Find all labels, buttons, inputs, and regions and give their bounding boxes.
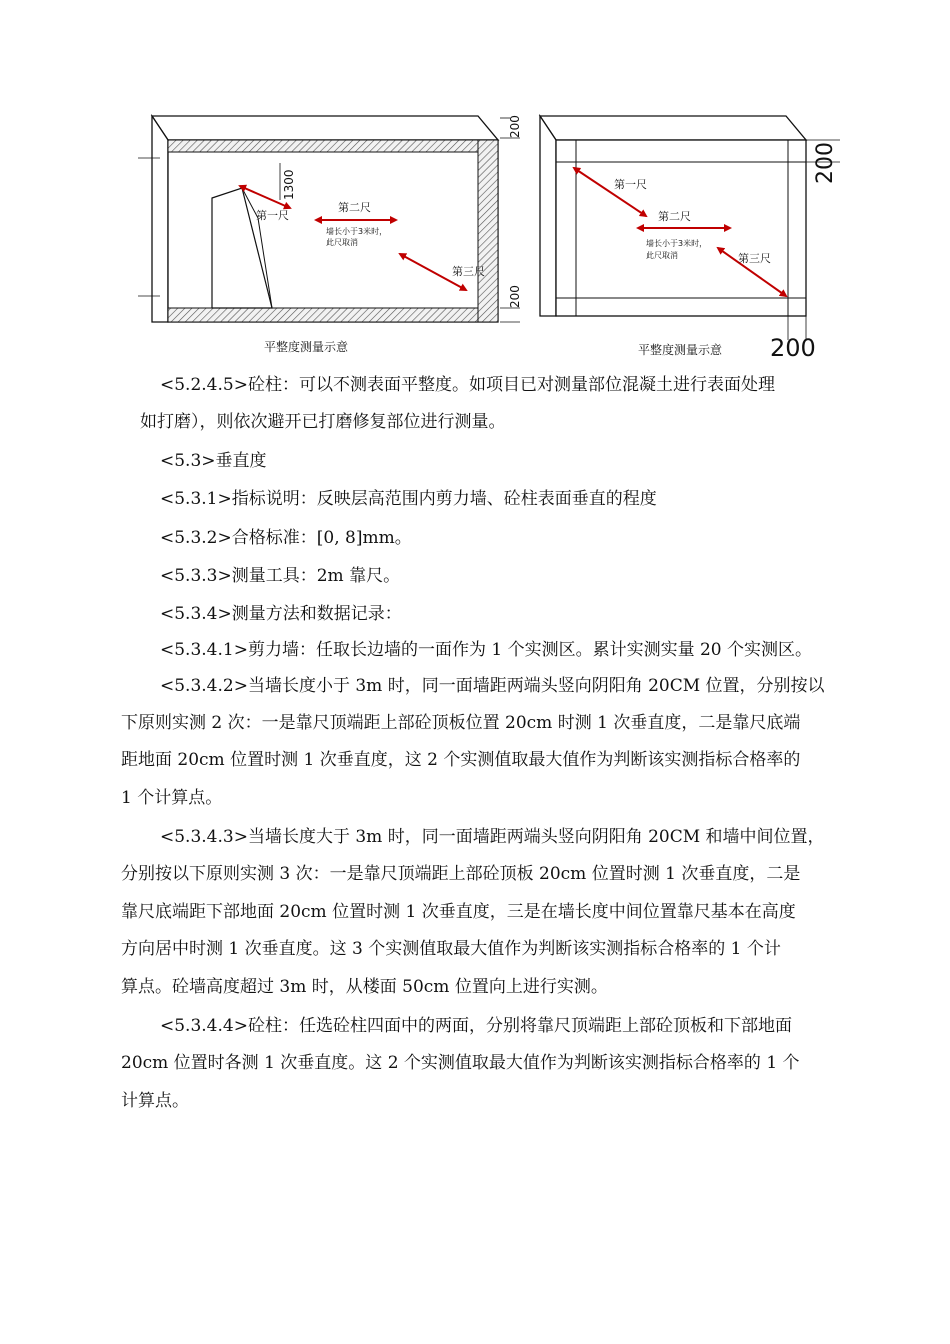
para-531: <5.3.1>指标说明：反映层高范围内剪力墙、砼柱表面垂直的程度 [160,489,657,509]
left-wall-diagram [138,115,522,354]
para-5343-line-3: 靠尺底端距下部地面 20cm 位置时测 1 次垂直度，三是在墙长度中间位置靠尺基本在高度 [121,902,796,922]
right-dim-top: 200 [813,142,838,184]
para-533: <5.3.3>测量工具：2m 靠尺。 [160,566,401,586]
para-5342-line-4: 1 个计算点。 [121,788,223,808]
para-5245-line-2: 如打磨），则依次避开已打磨修复部位进行测量。 [140,412,506,432]
right-ruler-2-label: 第二尺 [658,210,691,223]
para-5342-line-2: 下原则实测 2 次：一是靠尺顶端距上部砼顶板位置 20cm 时测 1 次垂直度，二是靠尺底端 [121,713,801,733]
para-5341: <5.3.4.1>剪力墙：任取长边墙的一面作为 1 个实测区。累计实测实量 20 个实测区。 [160,640,813,660]
para-5245-line-1: <5.2.4.5>砼柱：可以不测表面平整度。如项目已对测量部位混凝土进行表面处理 [160,375,775,395]
right-ruler-3-label: 第三尺 [738,252,771,265]
para-5342-line-1: <5.3.4.2>当墙长度小于 3m 时，同一面墙距两端头竖向阴阳角 20CM 位置，分别按以 [160,676,825,696]
left-note-line-1: 墙长小于3米时， [326,227,388,236]
para-5343-line-4: 方向居中时测 1 次垂直度。这 3 个实测值取最大值作为判断该实测指标合格率的 1 个计 [121,939,781,959]
para-5344-line-2: 20cm 位置时各测 1 次垂直度。这 2 个实测值取最大值作为判断该实测指标合格率的 1 个 [121,1053,800,1073]
para-5343-line-1: <5.3.4.3>当墙长度大于 3m 时，同一面墙距两端头竖向阴阳角 20CM 和墙中间位置， [160,827,825,847]
para-5343-line-2: 分别按以下原则实测 3 次：一是靠尺顶端距上部砼顶板 20cm 位置时测 1 次垂直度，二是 [121,864,801,884]
left-ruler-1-label: 第一尺 [256,209,289,222]
para-532: <5.3.2>合格标准：[0, 8]mm。 [160,528,412,548]
right-wall-diagram [540,116,840,360]
right-figure-caption: 平整度测量示意 [638,343,723,357]
para-5344-line-3: 计算点。 [121,1091,189,1111]
para-5343-line-5: 算点。砼墙高度超过 3m 时，从楼面 50cm 位置向上进行实测。 [121,977,608,997]
flatness-measurement-figure [130,108,840,360]
right-ruler-1-label: 第一尺 [614,178,647,191]
para-5344-line-1: <5.3.4.4>砼柱：任选砼柱四面中的两面，分别将靠尺顶端距上部砼顶板和下部地面 [160,1016,792,1036]
para-53: <5.3>垂直度 [160,451,267,471]
right-dim-bottom: 200 [770,334,816,360]
left-dim-bottom: 200 [508,285,522,308]
left-note-line-2: 此尺取消 [326,238,358,247]
left-dim-side: 1300 [282,169,296,200]
left-ruler-3-label: 第三尺 [452,265,485,278]
right-note-line-2: 此尺取消 [646,251,678,260]
para-534: <5.3.4>测量方法和数据记录： [160,604,402,624]
right-note-line-1: 墙长小于3米时， [646,239,708,248]
left-dim-top: 200 [508,115,522,138]
para-5342-line-3: 距地面 20cm 位置时测 1 次垂直度，这 2 个实测值取最大值作为判断该实测指标合格率的 [121,750,801,770]
left-figure-caption: 平整度测量示意 [264,340,349,354]
left-ruler-2-label: 第二尺 [338,201,371,214]
